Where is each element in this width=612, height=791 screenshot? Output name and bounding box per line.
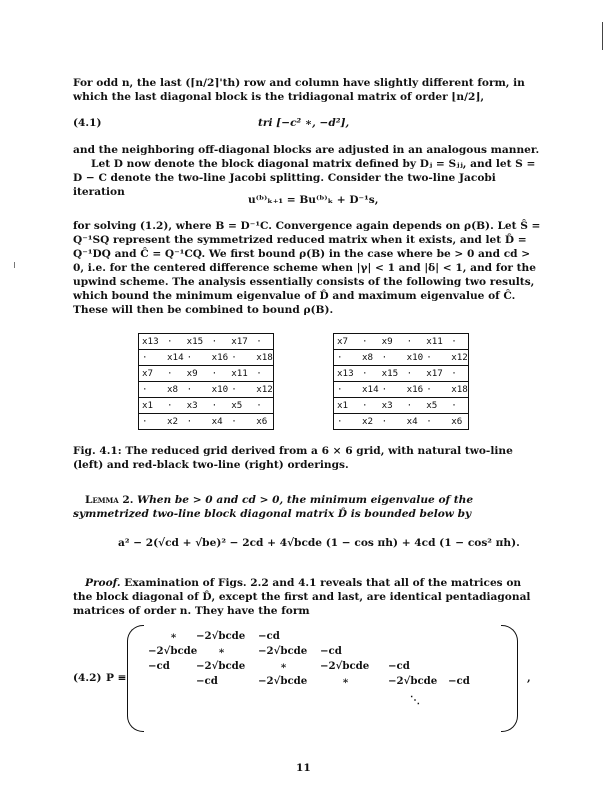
grid-dot: ·: [253, 366, 273, 382]
matrix-row: [148, 694, 498, 709]
grid-unknown: x6: [451, 416, 463, 427]
grid-dot: ·: [448, 398, 468, 414]
scan-edge-mark: [602, 22, 603, 50]
figure-label: Fig. 4.1:: [73, 445, 122, 457]
grid-dot: ·: [334, 350, 360, 366]
jacobi-iteration-equation: u⁽ᵇ⁾ₖ₊₁ = Bu⁽ᵇ⁾ₖ + D⁻¹s,: [248, 194, 379, 206]
grid-dot: ·: [253, 398, 273, 414]
grid-dot: ·: [253, 334, 273, 350]
lemma-2: [73, 493, 545, 521]
matrix-entry: −cd: [388, 660, 410, 672]
grid-dot: ·: [164, 366, 184, 382]
matrix-row: [148, 645, 498, 660]
matrix-entry: −2√bcde: [320, 660, 370, 672]
grid-row: [334, 334, 469, 350]
matrix-entry: −2√bcde: [196, 660, 246, 672]
grid-unknown: x15: [184, 334, 209, 350]
grid-dot: ·: [334, 382, 360, 398]
grid-dot: ·: [423, 382, 448, 398]
paragraph-odd-n: For odd n, the last (⌈n/2⌉'th) row and column have slightly different form, in which the last diagonal block is the tridiagonal matrix of order ⌊n/2⌋,: [73, 77, 525, 103]
grid-unknown: x2: [167, 416, 179, 427]
grid-unknown: x9: [184, 366, 209, 382]
matrix-row: [148, 675, 498, 690]
matrix-entry: ∗: [218, 645, 226, 657]
proof-paragraph: [73, 576, 543, 618]
matrix-entry: −cd: [320, 645, 342, 657]
grid-unknown: x18: [253, 350, 273, 366]
grid-unknown: x11: [228, 366, 253, 382]
grid-dot: ·: [139, 382, 165, 398]
grid-dot: ·: [186, 416, 193, 427]
grid-unknown: x2: [362, 416, 374, 427]
grid-dot: ·: [209, 366, 229, 382]
grid-unknown: x12: [448, 350, 468, 366]
grid-unknown: x3: [184, 398, 209, 414]
grid-row: [139, 398, 274, 414]
grid-unknown: x10: [404, 350, 424, 366]
matrix-entry: ⋱: [410, 694, 421, 706]
matrix-entry: −2√bcde: [388, 675, 438, 687]
grid-row: [334, 366, 469, 382]
matrix-entry: −cd: [448, 675, 470, 687]
matrix-entry: −2√bcde: [258, 645, 308, 657]
matrix-right-parenthesis: [501, 625, 518, 732]
matrix-entry: ∗: [280, 660, 288, 672]
equation-4-2-lhs: P ≡: [106, 672, 127, 684]
grid-dot: ·: [381, 416, 388, 427]
grid-row: [139, 366, 274, 382]
grid-dot: ·: [448, 366, 468, 382]
grid-unknown: x16: [404, 382, 424, 398]
grid-dot: ·: [164, 398, 184, 414]
figure-caption-text: The reduced grid derived from a 6 × 6 grid, with natural two-line (left) and red-black two-line (right) orderings.: [73, 445, 513, 471]
grid-dot: ·: [379, 382, 404, 398]
matrix-entry: −cd: [148, 660, 170, 672]
grid-unknown: x14: [164, 350, 184, 366]
grid-dot: ·: [426, 416, 432, 427]
proof-label: Proof.: [85, 577, 121, 589]
grid-unknown: x16: [209, 350, 229, 366]
grid-dot: ·: [359, 334, 379, 350]
grid-unknown: x18: [448, 382, 468, 398]
grid-row: [139, 382, 274, 398]
grid-row: [139, 414, 274, 430]
equation-4-1-number: (4.1): [73, 117, 102, 129]
matrix-row: [148, 630, 498, 645]
grid-dot: ·: [231, 416, 237, 427]
equation-4-1: tri [−c² ∗, −d²],: [258, 117, 350, 129]
matrix-entry: −2√bcde: [148, 645, 198, 657]
grid-unknown: x7: [334, 334, 360, 350]
paragraph-convergence: for solving (1.2), where B = D⁻¹C. Convergence again depends on ρ(B). Let Ŝ = Q⁻¹SQ represent the symmetrized reduced matrix when it exists, and let D̂ = Q⁻¹DQ and Ĉ = Q⁻¹CQ. We first bound ρ(B) in the case where be > 0 and cd > 0, i.e. for the centered difference scheme when |γ| < 1 and |δ| < 1, and for the upwind scheme. The analysis essentially consists of the following two results, which bound the minimum eigenvalue of D̂ and maximum eigenvalue of Ĉ. These will then be combined to bound ρ(B).: [73, 220, 541, 316]
grid-unknown: x8: [359, 350, 379, 366]
grid-unknown: x15: [379, 366, 404, 382]
grid-row: [334, 414, 469, 430]
matrix-trailing-comma: ,: [527, 672, 531, 684]
matrix-entry: −2√bcde: [258, 675, 308, 687]
grid-unknown: x6: [256, 416, 268, 427]
grid-unknown: x17: [423, 366, 448, 382]
grid-unknown: x9: [379, 334, 404, 350]
grid-natural-two-line: [138, 333, 274, 430]
grid-unknown: x5: [423, 398, 448, 414]
grid-dot: ·: [404, 366, 424, 382]
grid-row: [334, 350, 469, 366]
grid-dot: ·: [164, 334, 184, 350]
grid-dot: ·: [359, 366, 379, 382]
paragraph-neighboring-blocks: and the neighboring off-diagonal blocks are adjusted in an analogous manner.: [73, 144, 540, 156]
lemma-text: When be > 0 and cd > 0, the minimum eigenvalue of the symmetrized two-line block diagonal matrix D̂ is bounded below by: [73, 494, 474, 520]
grid-unknown: x5: [228, 398, 253, 414]
grid-unknown: x13: [334, 366, 360, 382]
grid-dot: ·: [228, 382, 253, 398]
grid-row: [139, 334, 274, 350]
grid-unknown: x4: [211, 416, 223, 427]
grid-dot: ·: [404, 334, 424, 350]
grid-dot: ·: [448, 334, 468, 350]
matrix-entry: ∗: [170, 630, 178, 642]
matrix-left-parenthesis: [127, 625, 144, 732]
grid-unknown: x11: [423, 334, 448, 350]
grid-unknown: x1: [139, 398, 165, 414]
grid-dot: ·: [209, 334, 229, 350]
grid-row: [139, 350, 274, 366]
matrix-entry: −2√bcde: [196, 630, 246, 642]
proof-text: Examination of Figs. 2.2 and 4.1 reveals that all of the matrices on the block diagonal of D̂, except the first and last, are identical pentadiagonal matrices of order n. They have the form: [73, 577, 531, 617]
grid-unknown: x12: [253, 382, 273, 398]
grid-unknown: x10: [209, 382, 229, 398]
page-number: 11: [296, 762, 311, 774]
grid-dot: ·: [184, 350, 209, 366]
equation-4-2-number: (4.2): [73, 672, 102, 684]
margin-tick: [14, 262, 15, 268]
grid-row: [334, 398, 469, 414]
grid-unknown: x7: [139, 366, 165, 382]
grid-dot: ·: [209, 398, 229, 414]
grid-dot: ·: [423, 350, 448, 366]
grid-unknown: x8: [164, 382, 184, 398]
matrix-entry: −cd: [258, 630, 280, 642]
matrix-entry: −cd: [196, 675, 218, 687]
grid-dot: ·: [139, 350, 165, 366]
grid-dot: ·: [228, 350, 253, 366]
lemma-bound-equation: a² − 2(√cd + √be)² − 2cd + 4√bcde (1 − cos πh) + 4cd (1 − cos² πh).: [118, 537, 520, 549]
grid-dot: ·: [359, 398, 379, 414]
figure-4-1-caption: [73, 444, 543, 472]
matrix-entry: ∗: [342, 675, 350, 687]
grid-unknown: x13: [139, 334, 165, 350]
lemma-label: Lemma 2.: [85, 494, 134, 506]
grid-dot: ·: [337, 416, 343, 427]
grid-dot: ·: [142, 416, 148, 427]
grid-unknown: x4: [406, 416, 418, 427]
matrix-row: [148, 660, 498, 675]
grid-red-black-two-line: [333, 333, 469, 430]
grid-dot: ·: [379, 350, 404, 366]
grid-unknown: x14: [359, 382, 379, 398]
paragraph-jacobi-splitting: Let D now denote the block diagonal matrix defined by Dⱼ = Sⱼⱼ, and let S = D − C denote the two-line Jacobi splitting. Consider the two-line Jacobi iteration: [73, 158, 536, 198]
grid-unknown: x17: [228, 334, 253, 350]
grid-dot: ·: [184, 382, 209, 398]
grid-unknown: x1: [334, 398, 360, 414]
grid-unknown: x3: [379, 398, 404, 414]
grid-row: [334, 382, 469, 398]
grid-dot: ·: [404, 398, 424, 414]
